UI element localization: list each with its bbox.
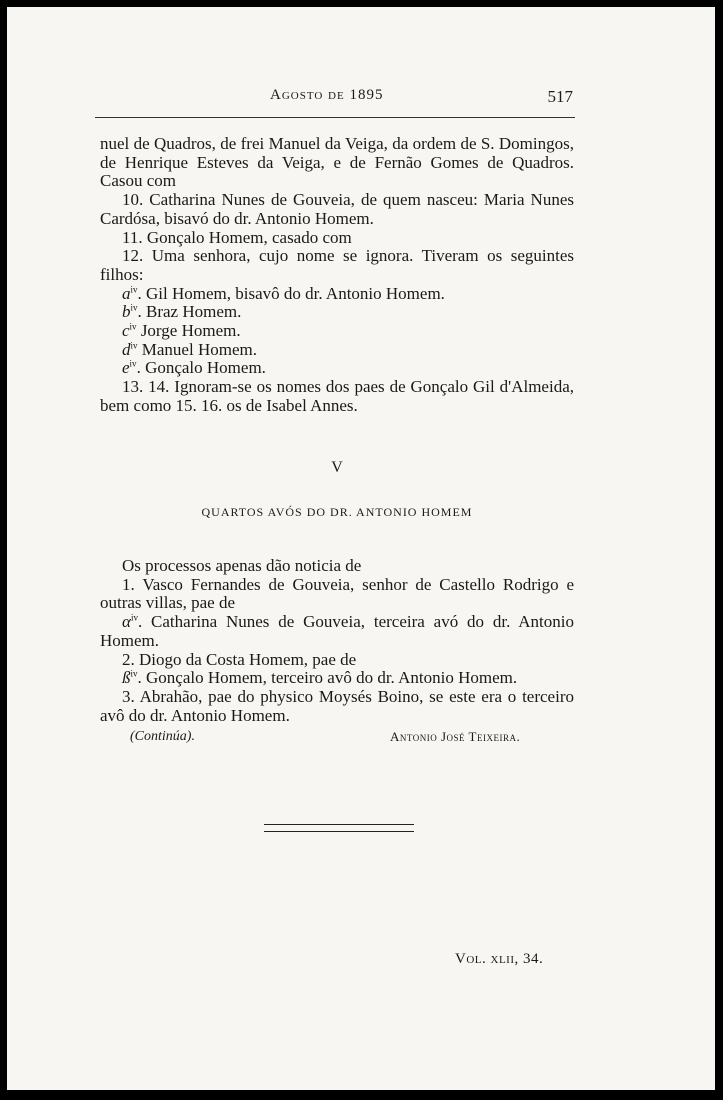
double-rule-divider (264, 824, 414, 832)
children-list (100, 285, 574, 379)
page (7, 7, 715, 1090)
paragraph: Os processos apenas dão noticia de (122, 556, 362, 575)
running-header (95, 87, 575, 113)
page-number: 517 (547, 87, 573, 106)
paragraph: 13. 14. Ignoram-se os nomes dos paes de Gonçalo Gil d'Almeida, bem como 15. 16. os de Isabel Annes. (100, 377, 574, 415)
author-name: Antonio José Teixeira. (390, 729, 521, 744)
paragraph: 3. Abrahão, pae do physico Moysés Boino, se este era o terceiro avô do dr. Antonio Homem. (100, 686, 574, 725)
paragraph: $\alpha^{iv}$. Catharina Nunes de Gouveia, terceira avó do dr. Antonio Homem. (100, 612, 574, 650)
paragraph: 2. Diogo da Costa Homem, pae de (122, 649, 357, 669)
paragraph: 10. Catharina Nunes de Gouveia, de quem nasceu: Maria Nunes Cardósa, bisavó do dr. Antonio Homem. (100, 190, 574, 228)
list-item: $b^{iv}$. Braz Homem. (122, 302, 242, 322)
header-rule (95, 117, 575, 118)
section-heading: QUARTOS AVÓS DO DR. ANTONIO HOMEM (201, 505, 473, 519)
list-item: $a^{iv}$. Gil Homem, bisavô do dr. Antonio Homem. (122, 283, 445, 303)
paragraph: 11. Gonçalo Homem, casado com (122, 227, 352, 247)
list-item: $e^{iv}$. Gonçalo Homem. (122, 358, 266, 378)
list-item: $d^{iv}$ Manuel Homem. (122, 339, 257, 359)
paragraph: nuel de Quadros, de frei Manuel da Veiga, da ordem de S. Domingos, de Henrique Esteves da Veiga, e de Fernão Gomes de Quadros. Casou com (100, 134, 574, 191)
paragraph: $ß^{iv}$. Gonçalo Homem, terceiro avô do dr. Antonio Homem. (122, 668, 518, 688)
paragraph: 12. Uma senhora, cujo nome se ignora. Tiveram os seguintes filhos: (100, 246, 574, 284)
section-continuation (100, 135, 574, 416)
volume-signature: Vol. xlii, 34. (455, 951, 544, 967)
section-body (100, 557, 574, 725)
running-title: Agosto de 1895 (270, 87, 384, 103)
list-item: $c^{iv}$ Jorge Homem. (122, 321, 241, 341)
paragraph: 1. Vasco Fernandes de Gouveia, senhor de Castello Rodrigo e outras villas, pae de (100, 574, 574, 613)
continua-note: (Continúa). (130, 729, 195, 744)
section-numeral: V (331, 459, 343, 476)
